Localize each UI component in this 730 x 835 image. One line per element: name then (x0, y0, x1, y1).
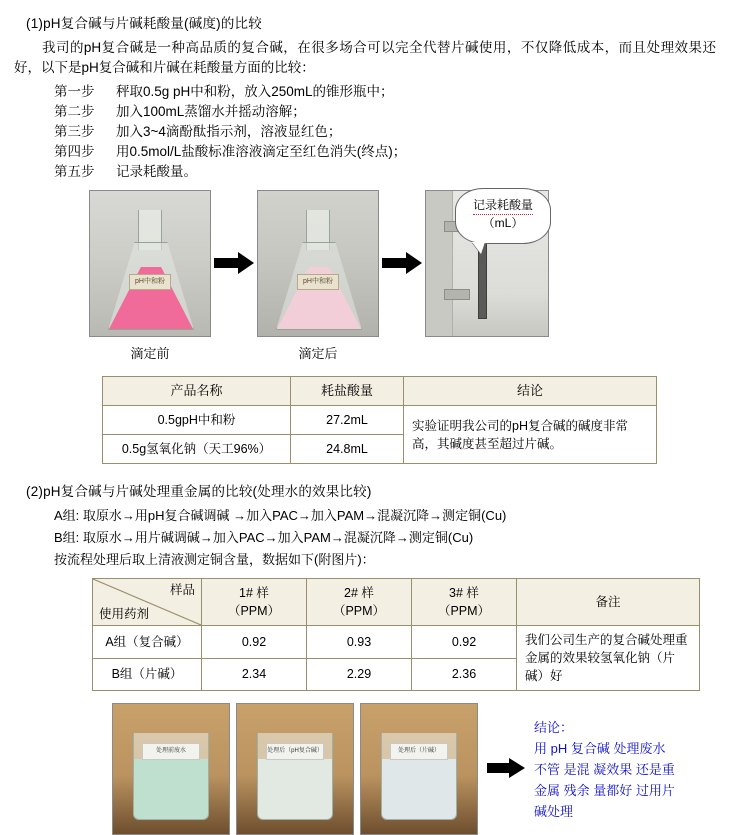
cell-acid-1: 27.2mL (291, 406, 404, 435)
beaker-liquid (134, 759, 208, 819)
col-header-sample-1-line2: （PPM） (227, 604, 281, 618)
flask-illustration (276, 210, 360, 330)
step-label: 第四步 (54, 144, 95, 159)
titration-photo-row (89, 190, 716, 362)
col-header-sample-2-line1: 2# 样 (344, 586, 374, 600)
table-copper-results (92, 578, 700, 691)
beaker-photo-1 (112, 703, 230, 835)
conclusion-line-2: 用 pH 复合碱 处理废水 (534, 741, 666, 756)
step-row (54, 102, 716, 122)
cell-product-2: 0.5g氢氧化钠（天工96%） (103, 435, 291, 464)
table-row (103, 377, 657, 406)
arrow-right-icon-2 (379, 190, 425, 335)
flask-illustration (108, 210, 192, 330)
section2-conclusion (534, 703, 706, 822)
cell-remark: 我们公司生产的复合碱处理重金属的效果较氢氧化钠（片碱）好 (517, 626, 700, 691)
step-label: 第二步 (54, 104, 95, 119)
col-header-sample-2 (307, 579, 412, 626)
col-header-acid: 耗盐酸量 (291, 377, 404, 406)
section1-steps (54, 82, 716, 182)
col-header-conclusion: 结论 (404, 377, 657, 406)
col-header-remark: 备注 (517, 579, 700, 626)
cell-group-b-name: B组（片碱） (93, 658, 202, 691)
col-header-sample-3 (412, 579, 517, 626)
callout-line1: 记录耗酸量 (473, 197, 533, 215)
col-header-sample-2-line2: （PPM） (332, 604, 386, 618)
section2-note: 按流程处理后取上清液测定铜含量，数据如下(附图片)： (54, 552, 375, 567)
step-row (54, 122, 716, 142)
col-header-product: 产品名称 (103, 377, 291, 406)
step-text: 用0.5mol/L盐酸标准溶液滴定至红色消失(终点)； (116, 144, 407, 159)
corner-label-sample: 样品 (169, 583, 195, 597)
col-header-sample-3-line2: （PPM） (437, 604, 491, 618)
beaker-photo-2 (236, 703, 354, 835)
flask-photo-after (257, 190, 379, 337)
cell-group-a-s2: 0.93 (307, 626, 412, 659)
section1-paragraph: 我司的pH复合碱是一种高品质的复合碱，在很多场合可以完全代替片碱使用，不仅降低成本，而且处理效果还好，以下是pH复合碱和片碱在耗酸量方面的比较： (14, 40, 716, 75)
corner-header-cell (93, 579, 202, 626)
burette-clamp-bottom (444, 289, 470, 300)
section2 (14, 480, 716, 835)
step-label: 第三步 (54, 124, 95, 139)
flow-a: A组: 取原水→用pH复合碱调碱 →加入PAC→加入PAM→混凝沉降→测定铜(Cu) (54, 508, 507, 523)
burette-background-wall (426, 191, 453, 336)
cell-group-b-s3: 2.36 (412, 658, 517, 691)
beaker-liquid (382, 759, 456, 819)
cell-group-a-s1: 0.92 (202, 626, 307, 659)
beaker-illustration (257, 733, 333, 820)
conclusion-line-1: 结论： (534, 720, 574, 735)
beaker-liquid (258, 759, 332, 819)
conclusion-line-3: 不管 是混 凝效果 还是重 (534, 762, 675, 777)
col-header-sample-3-line1: 3# 样 (449, 586, 479, 600)
corner-label-reagent: 使用药剂 (99, 607, 150, 621)
beaker-illustration (133, 733, 209, 820)
col-header-sample-1 (202, 579, 307, 626)
beaker-illustration (381, 733, 457, 820)
table-acid-consumption (102, 376, 657, 464)
conclusion-line-4: 金属 残余 量都好 过用片 (534, 783, 675, 798)
section2-title: (2)pH复合碱与片碱处理重金属的比较(处理水的效果比较) (26, 484, 372, 499)
step-label: 第一步 (54, 84, 95, 99)
callout-line2: （mL） (482, 216, 524, 230)
beaker-tag-2: 处理后（pH复合碱） (266, 743, 324, 760)
photo-before (89, 190, 211, 362)
flask-label-after: pH中和粉 (297, 274, 339, 290)
cell-conclusion: 实验证明我公司的pH复合碱的碱度非常高，其碱度甚至超过片碱。 (404, 406, 657, 464)
table-row (93, 579, 700, 626)
flask-photo-before (89, 190, 211, 337)
cell-group-a-name: A组（复合碱） (93, 626, 202, 659)
step-text: 加入3~4滴酚酞指示剂，溶液显红色； (116, 124, 342, 139)
conclusion-line-5: 碱处理 (534, 804, 574, 819)
cell-group-a-s3: 0.92 (412, 626, 517, 659)
step-text: 秤取0.5g pH中和粉，放入250mL的锥形瓶中； (116, 84, 394, 99)
arrow-right-icon-3 (484, 703, 528, 833)
photo-after (257, 190, 379, 362)
arrow-right-icon-1 (211, 190, 257, 335)
beaker-tag-1: 处理前废水 (142, 743, 200, 760)
table-row (103, 406, 657, 435)
cell-group-b-s2: 2.29 (307, 658, 412, 691)
step-row (54, 162, 716, 182)
step-text: 加入100mL蒸馏水并摇动溶解； (116, 104, 306, 119)
step-text: 记录耗酸量。 (116, 164, 197, 179)
cell-acid-2: 24.8mL (291, 435, 404, 464)
step-row (54, 142, 716, 162)
flask-label-before: pH中和粉 (129, 274, 171, 290)
cell-product-1: 0.5gpH中和粉 (103, 406, 291, 435)
beaker-photo-3 (360, 703, 478, 835)
step-row (54, 82, 716, 102)
section1-title: (1)pH复合碱与片碱耗酸量(碱度)的比较 (26, 16, 262, 31)
caption-after: 滴定后 (298, 346, 338, 361)
cell-group-b-s1: 2.34 (202, 658, 307, 691)
beaker-photo-row (112, 703, 716, 835)
flow-b: B组: 取原水→用片碱调碱→加入PAC→加入PAM→混凝沉降→测定铜(Cu) (54, 530, 474, 545)
callout-record-acid (455, 188, 551, 244)
caption-before: 滴定前 (130, 346, 170, 361)
beaker-tag-3: 处理后（片碱） (390, 743, 448, 760)
table-row (93, 626, 700, 659)
step-label: 第五步 (54, 164, 95, 179)
col-header-sample-1-line1: 1# 样 (239, 586, 269, 600)
